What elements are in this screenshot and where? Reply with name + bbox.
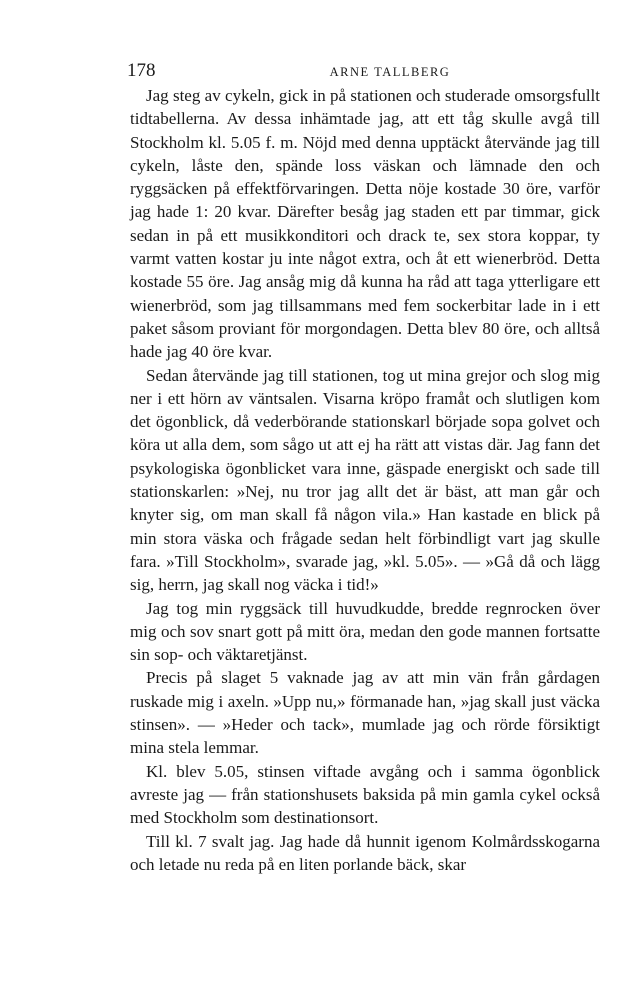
running-title: ARNE TALLBERG <box>329 65 451 79</box>
paragraph: Jag tog min ryggsäck till huvudkudde, bredde regnrocken över mig och sov snart gott på mitt öra, medan den gode mannen fortsatte sin sop- och väktaretjänst. <box>130 598 600 665</box>
page-number: 178 <box>127 60 156 81</box>
paragraph: Till kl. 7 svalt jag. Jag hade då hunnit igenom Kolmårdsskogarna och letade nu reda på en liten porlande bäck, skar <box>130 831 600 874</box>
page-header <box>127 60 600 84</box>
paragraph: Kl. blev 5.05, stinsen viftade avgång och i samma ögonblick avreste jag — från stationshusets baksida på min gamla cykel också med Stockholm som destinationsort. <box>130 761 600 828</box>
paragraph: Jag steg av cykeln, gick in på stationen och studerade omsorgsfullt tidtabellerna. Av dessa inhämtade jag, att ett tåg skulle avgå till Stockholm kl. 5.05 f. m. Nöjd med denna upptäckt återvände jag till cykeln, låste den, spände loss väskan och lämnade den och ryggsäcken på effektförvaringen. Detta nöje kostade 30 öre, varför jag hade 1: 20 kvar. Därefter besåg jag staden ett par timmar, gick sedan in på ett musikkonditori och drack te, sex stora koppar, ty varmt vatten kostar ju inte något extra, och åt ett wienerbröd. Detta kostade 55 öre. Jag ansåg mig då kunna ha råd att taga ytterligare ett wienerbröd, som jag tillsammans med fem sockerbitar lade in i ett paket såsom proviant för morgondagen. Detta blev 80 öre, och alltså hade jag 40 öre kvar. <box>130 86 600 362</box>
paragraph: Sedan återvände jag till stationen, tog ut mina grejor och slog mig ner i ett hörn av väntsalen. Visarna kröpo framåt och slutligen kom det ögonblick, då vederbörande stationskarl började sopa golvet och köra ut alla dem, som sågo ut att ej ha rätt att vistas där. Jag fann det psykologiska ögonblicket vara inne, gäspade energiskt och sade till stationskarlen: »Nej, nu tror jag allt det är bäst, att man går och knyter sig, om man skall få någon vila.» Han kastade en blick på min stora väska och frågade sedan helt förbindligt vart jag skulle fara. »Till Stockholm», svarade jag, »kl. 5.05». — »Gå då och lägg sig, herrn, jag skall nog väcka i tid!» <box>130 365 600 595</box>
paragraph: Precis på slaget 5 vaknade jag av att min vän från gårdagen ruskade mig i axeln. »Upp nu,» förmanade han, »jag skall just väcka stinsen». — »Heder och tack», mumlade jag och rörde försiktigt mina stela lemmar. <box>130 668 600 758</box>
body-text <box>130 84 600 876</box>
book-page <box>127 60 600 876</box>
